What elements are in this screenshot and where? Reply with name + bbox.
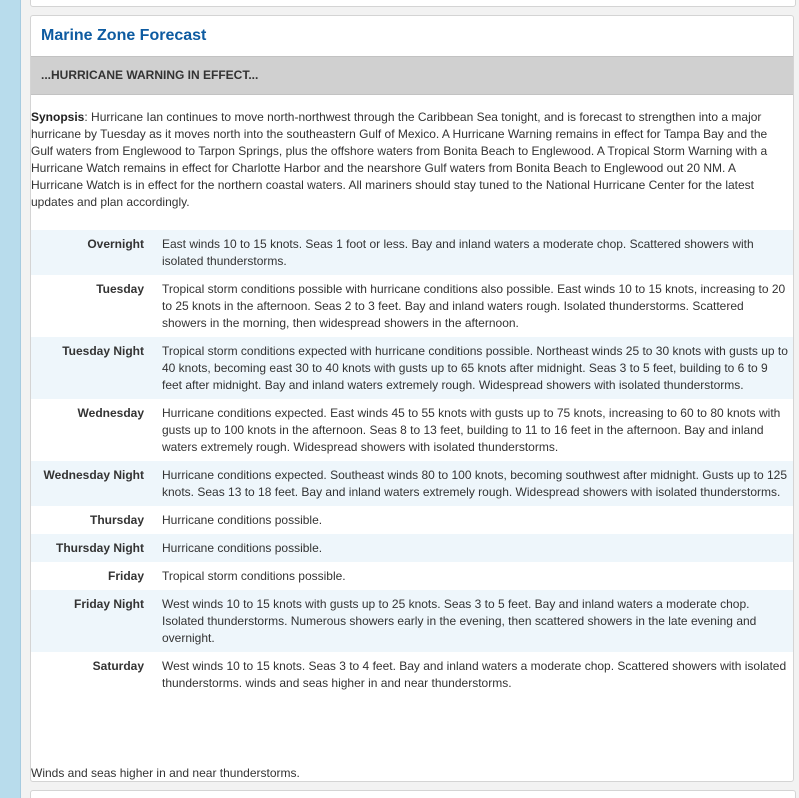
hurricane-warning-banner — [31, 56, 793, 95]
forecast-row — [31, 534, 793, 562]
forecast-row — [31, 652, 793, 697]
synopsis-text: : Hurricane Ian continues to move north-northwest through the Caribbean Sea tonight, and is forecast to strengthen into a major hurricane by Tuesday as it moves north into the southeastern Gulf of Mexico. A Hurricane Warning remains in effect for Tampa Bay and the Gulf waters from Englewood to Tarpon Springs, plus the offshore waters from Bonita Beach to Englewood. A Tropical Storm Warning with a Hurricane Watch remains in effect for Charlotte Harbor and the nearshore Gulf waters from Bonita Beach to Englewood out 20 NM. A Hurricane Watch is in effect for the northern coastal waters. All mariners should stay tuned to the National Hurricane Center for the latest updates and plan accordingly. — [31, 110, 768, 209]
forecast-period: Wednesday — [77, 406, 144, 420]
forecast-detail: Tropical storm conditions possible. — [162, 569, 346, 583]
forecast-row — [31, 562, 793, 590]
previous-panel — [30, 0, 796, 7]
forecast-detail: Tropical storm conditions possible with hurricane conditions also possible. East winds 10 to 15 knots, increasing to 20 to 25 knots in the afternoon. Seas 2 to 3 feet. Bay and inland waters rough. Isolated thunderstorms. Scattered showers in the morning, then widespread showers in the afternoon. — [162, 282, 786, 330]
forecast-detail: Hurricane conditions expected. East winds 45 to 55 knots with gusts up to 75 knots, increasing to 60 to 80 knots with gusts up to 100 knots in the afternoon. Seas 8 to 13 feet, building to 11 to 16 feet in the afternoon. Bay and inland waters extremely rough. Widespread showers with isolated thunderstorms. — [162, 406, 781, 454]
forecast-period: Friday — [107, 569, 144, 583]
forecast-table — [31, 230, 793, 697]
forecast-period: Wednesday Night — [43, 468, 144, 482]
forecast-row — [31, 230, 793, 275]
forecast-period: Overnight — [87, 237, 144, 251]
synopsis — [31, 109, 789, 211]
page-content-area — [21, 0, 799, 798]
forecast-period: Thursday Night — [55, 541, 144, 555]
footer-note: Winds and seas higher in and near thunderstorms. — [31, 766, 300, 780]
forecast-detail: Hurricane conditions expected. Southeast winds 80 to 100 knots, becoming southwest after midnight. Gusts up to 125 knots. Seas 13 to 18 feet. Bay and inland waters extremely rough. Widespread showers with isolated thunderstorms. — [162, 468, 788, 499]
warning-headline: ...HURRICANE WARNING IN EFFECT... — [41, 68, 259, 82]
forecast-detail: Hurricane conditions possible. — [162, 513, 323, 527]
next-panel — [30, 790, 796, 798]
forecast-row — [31, 399, 793, 461]
forecast-row — [31, 590, 793, 652]
forecast-row — [31, 337, 793, 399]
forecast-row — [31, 275, 793, 337]
forecast-row — [31, 461, 793, 506]
forecast-period: Friday Night — [73, 597, 144, 611]
forecast-detail: Hurricane conditions possible. — [162, 541, 323, 555]
forecast-detail: West winds 10 to 15 knots with gusts up to 25 knots. Seas 3 to 5 feet. Bay and inland waters a moderate chop. Isolated thunderstorms. Numerous showers early in the evening, then scattered showers in the late evening and overnight. — [162, 597, 757, 645]
page-left-border — [0, 0, 21, 798]
forecast-period: Tuesday Night — [62, 344, 144, 358]
forecast-detail: East winds 10 to 15 knots. Seas 1 foot or less. Bay and inland waters a moderate chop. Scattered showers with isolated thunderstorms. — [162, 237, 754, 268]
synopsis-label: Synopsis — [31, 110, 85, 124]
forecast-detail: Tropical storm conditions expected with hurricane conditions possible. Northeast winds 25 to 30 knots with gusts up to 40 knots, becoming east 30 to 40 knots with gusts up to 65 knots after midnight. Seas 3 to 5 feet, building to 6 to 9 feet after midnight. Bay and inland waters extremely rough. Widespread showers with isolated thunderstorms. — [162, 344, 788, 392]
forecast-detail: West winds 10 to 15 knots. Seas 3 to 4 feet. Bay and inland waters a moderate chop. Scattered showers with isolated thunderstorms. winds and seas higher in and near thunderstorms. — [162, 659, 787, 690]
forecast-period: Tuesday — [96, 282, 144, 296]
forecast-period: Saturday — [92, 659, 144, 673]
forecast-row — [31, 506, 793, 534]
panel-title: Marine Zone Forecast — [41, 27, 207, 44]
forecast-period: Thursday — [89, 513, 144, 527]
marine-zone-forecast-panel — [30, 15, 794, 782]
